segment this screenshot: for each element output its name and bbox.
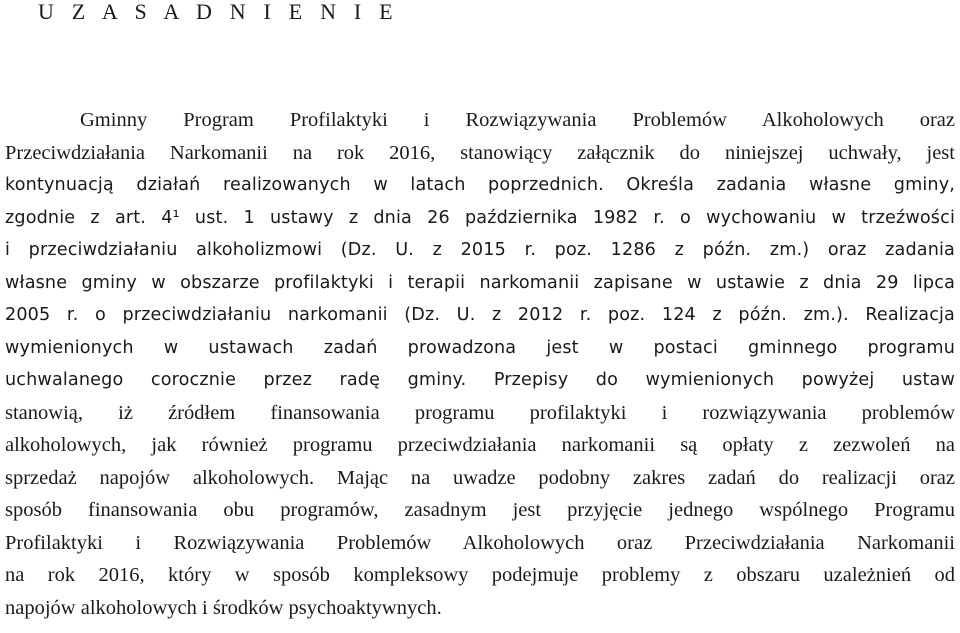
- paragraph-line: alkoholowych, jak również programu przeciwdziałania narkomanii są opłaty z zezwoleń na: [5, 434, 955, 456]
- paragraph-line: sposób finansowania obu programów, zasadnym jest przyjęcie jednego wspólnego Programu: [5, 499, 955, 521]
- paragraph-line: napojów alkoholowych i środków psychoaktywnych.: [5, 596, 442, 619]
- paragraph-line: kontynuacją działań realizowanych w latach poprzednich. Określa zadania własne gminy,: [5, 175, 955, 195]
- paragraph-line: 2005 r. o przeciwdziałaniu narkomanii (Dz. U. z 2012 r. poz. 124 z późn. zm.). Realizacja: [5, 305, 955, 325]
- justification-paragraph: [5, 104, 955, 624]
- paragraph-line: stanowią, iż źródłem finansowania programu profilaktyki i rozwiązywania problemów: [5, 401, 955, 424]
- document-heading: U Z A S A D N I E N I E: [38, 0, 399, 24]
- paragraph-line: uchwalanego corocznie przez radę gminy. Przepisy do wymienionych powyżej ustaw: [5, 370, 955, 390]
- paragraph-line: zgodnie z art. 4¹ ust. 1 ustawy z dnia 26 października 1982 r. o wychowaniu w trzeźwości: [5, 207, 955, 228]
- paragraph-line: i przeciwdziałaniu alkoholizmowi (Dz. U. z 2015 r. poz. 1286 z późn. zm.) oraz zadania: [5, 240, 955, 260]
- paragraph-line: wymienionych w ustawach zadań prowadzona jest w postaci gminnego programu: [5, 337, 955, 358]
- paragraph-line: Profilaktyki i Rozwiązywania Problemów Alkoholowych oraz Przeciwdziałania Narkomanii: [5, 531, 955, 554]
- paragraph-line: na rok 2016, który w sposób kompleksowy podejmuje problemy z obszaru uzależnień od: [5, 564, 955, 586]
- paragraph-line: sprzedaż napojów alkoholowych. Mając na uwadze podobny zakres zadań do realizacji oraz: [5, 466, 955, 489]
- paragraph-line: Gminny Program Profilaktyki i Rozwiązywania Problemów Alkoholowych oraz: [80, 109, 955, 131]
- paragraph-line: własne gminy w obszarze profilaktyki i terapii narkomanii zapisane w ustawie z dnia 29 lipca: [5, 272, 955, 293]
- paragraph-line: Przeciwdziałania Narkomanii na rok 2016, stanowiący załącznik do niniejszej uchwały, jest: [5, 141, 955, 164]
